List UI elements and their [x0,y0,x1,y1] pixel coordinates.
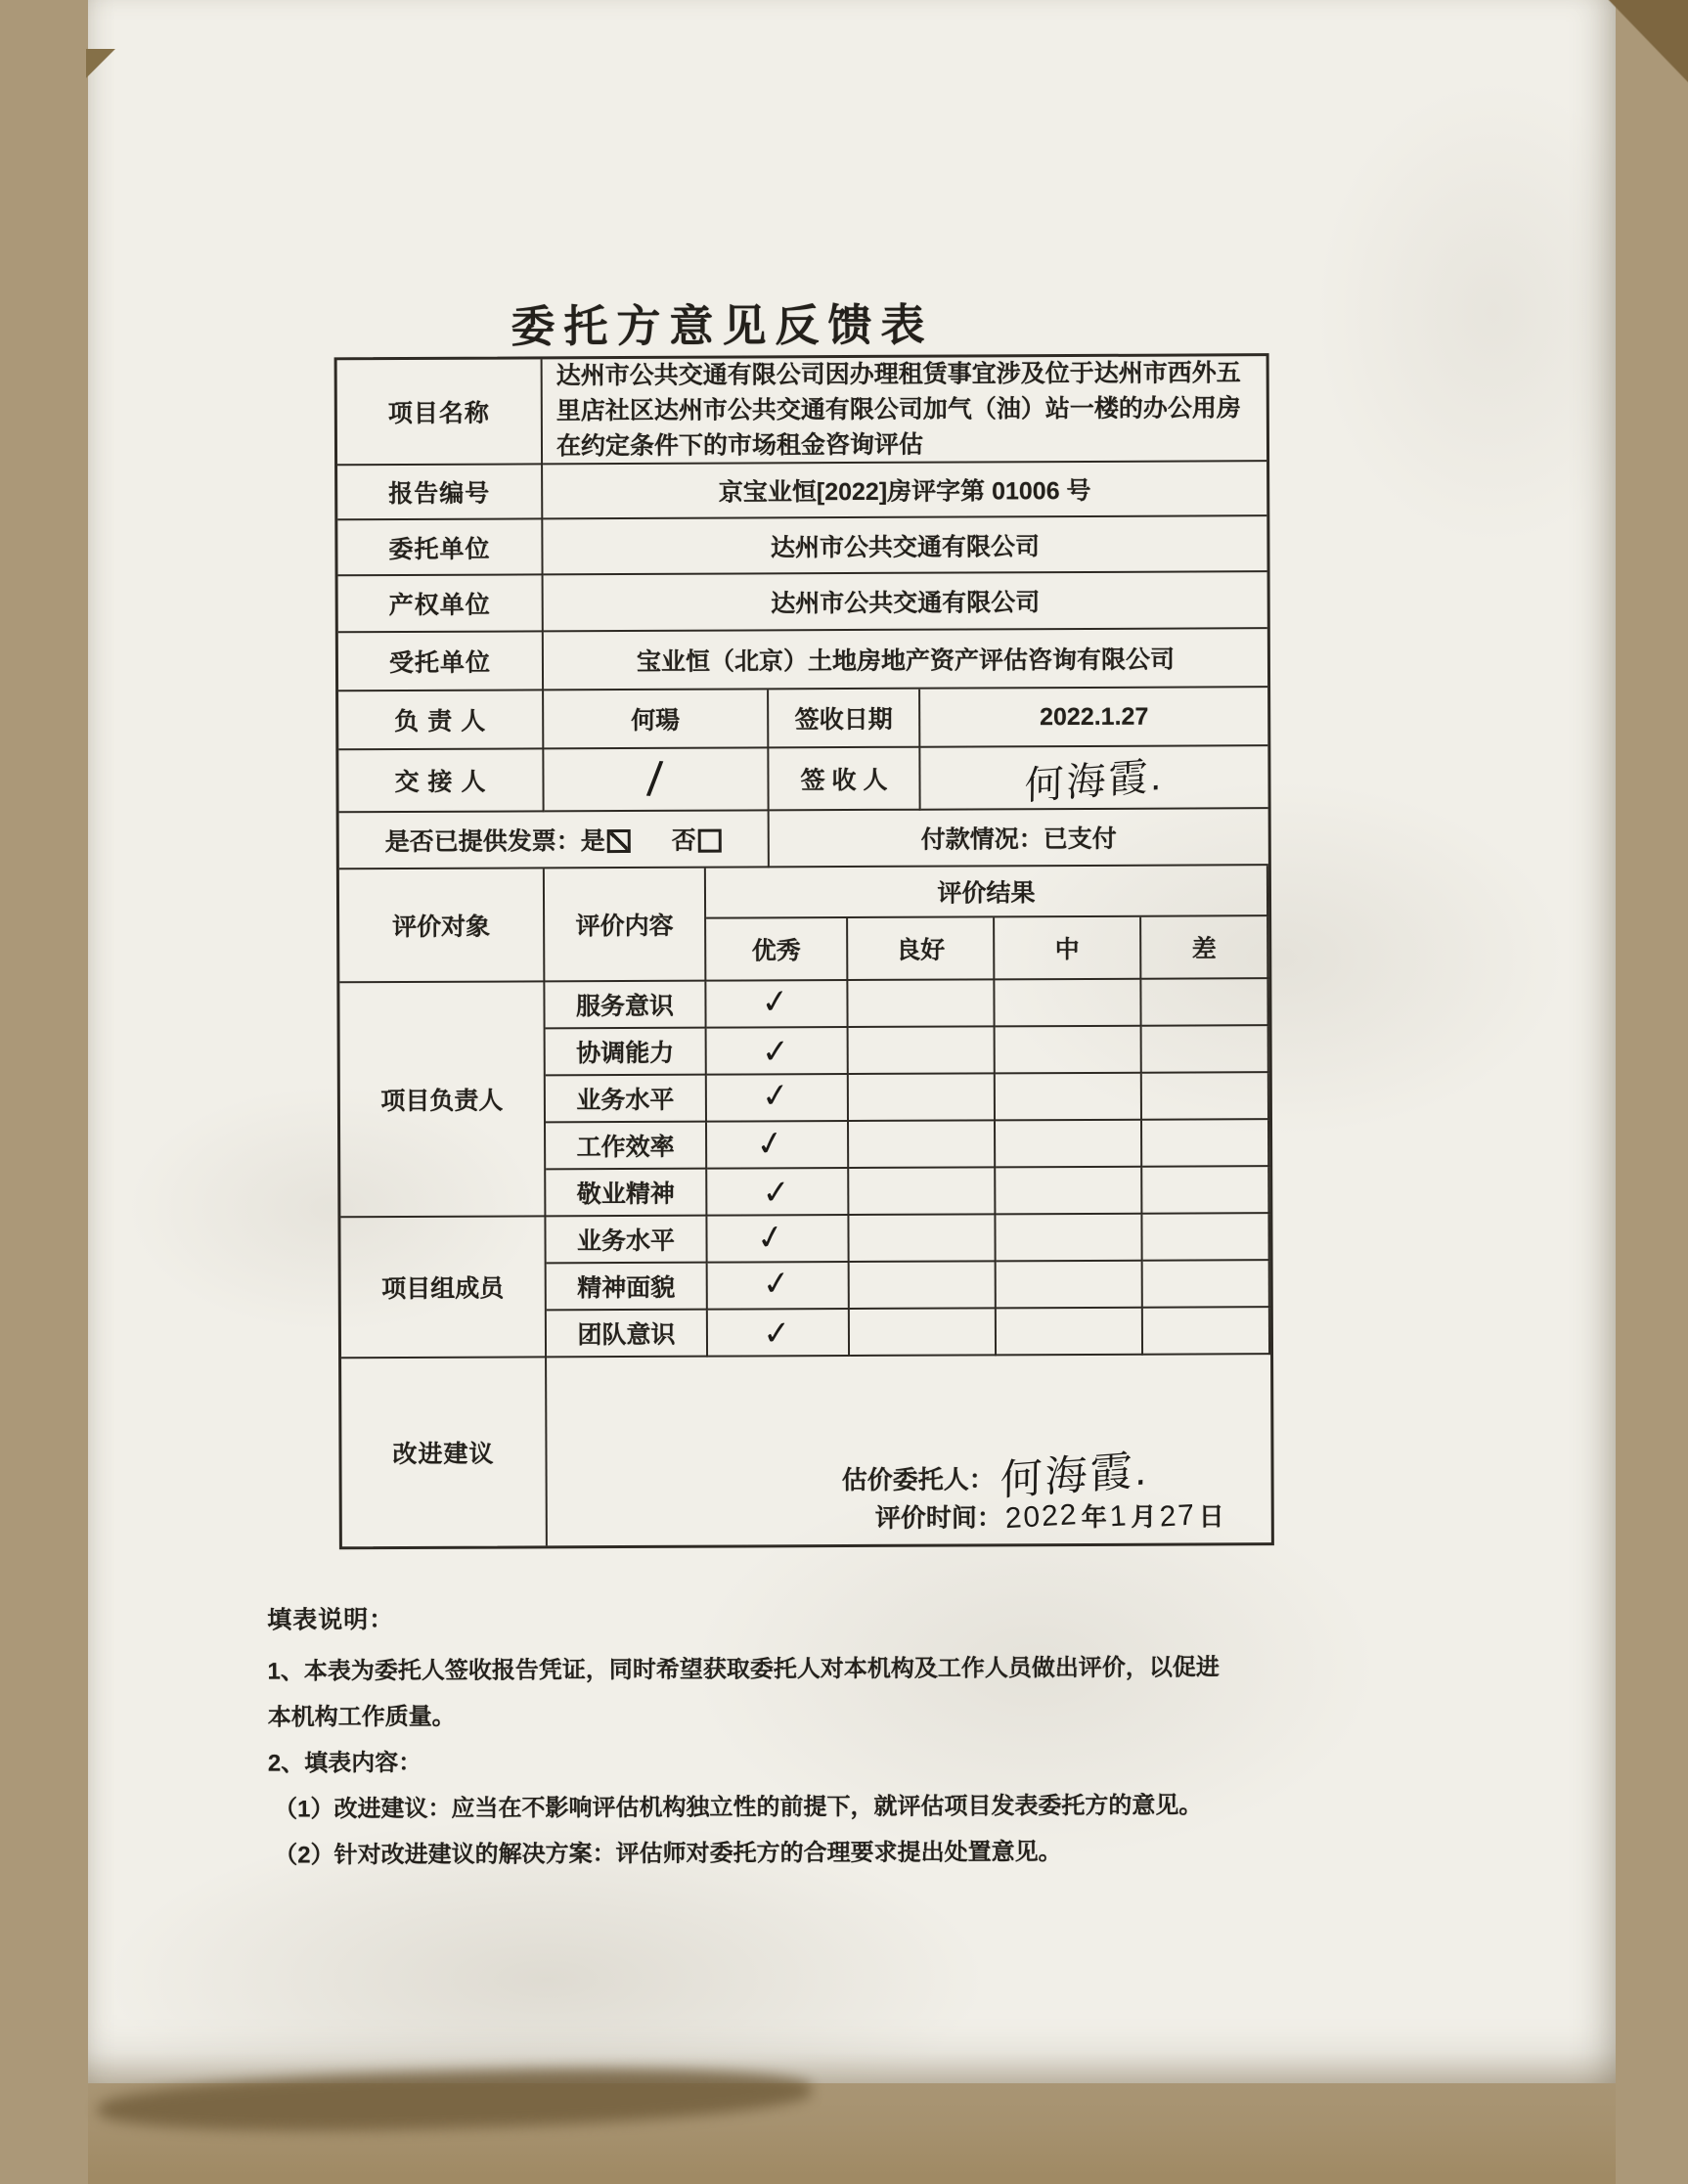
invoice-question-label: 是否已提供发票： [384,827,581,857]
sign-date-label: 签收日期 [769,690,920,749]
rating-item: 业务水平 [546,1217,707,1265]
rating-check-cell [706,981,848,1029]
table-row-invoice-payment [339,809,1268,869]
rating-empty-cell [997,1309,1143,1357]
note-line: 1、本表为委托人签收报告凭证，同时希望获取委托人对本机构及工作人员做出评价，以促进 [267,1654,1220,1685]
signature-block [841,1447,1224,1536]
table-row-receiver [338,746,1267,813]
invoice-no [672,822,722,857]
table-row-trustee-unit [338,629,1267,691]
suggestion-label: 改进建议 [341,1358,548,1546]
client-unit-label: 委托单位 [337,519,543,576]
handover-value [544,748,769,812]
checkmark: ✓ [759,981,794,1022]
rating-empty-cell [995,980,1141,1028]
rating-empty-cell [850,1262,997,1310]
rating-empty-cell [1142,1120,1269,1168]
evaluation-result-header: 评价结果 [706,866,1268,919]
month-char: 月 [1131,1501,1157,1532]
checkmark: ✓ [759,1075,795,1116]
rating-check-cell [707,1216,849,1264]
suggestion-value-cell [547,1355,1271,1545]
sign-date-value: 2022.1.27 [920,688,1267,748]
note-line: （2）针对改进建议的解决方案：评估师对委托方的合理要求提出处置意见。 [274,1839,1062,1869]
person-in-charge-value: 何瑒 [544,690,769,749]
rating-item: 团队意识 [547,1311,708,1359]
rating-check-cell [708,1310,850,1358]
evaluation-time-line [842,1496,1224,1535]
rating-empty-cell [1142,1073,1269,1121]
rating-item: 协调能力 [546,1029,707,1077]
page-title: 委托方意见反馈表 [511,299,934,352]
handwritten-month: 1 [1108,1499,1130,1534]
invoice-yes [581,822,631,857]
signer-label: 估价委托人： [841,1464,995,1495]
evaluation-object-header: 评价对象 [339,869,546,983]
rating-check-cell [707,1169,849,1217]
report-no-value: 京宝业恒[2022]房评字第 01006 号 [543,462,1266,519]
signer-line [841,1447,1224,1505]
day-char: 日 [1198,1501,1224,1532]
person-in-charge-label: 负 责 人 [338,691,544,750]
level-header-good: 良好 [848,917,995,981]
table-row-report-no [337,462,1266,520]
owner-unit-value: 达州市公共交通有限公司 [544,572,1267,632]
invoice-cell [339,811,770,869]
report-no-label: 报告编号 [337,465,543,520]
checkmark: ✓ [761,1314,795,1354]
checkmark: ✓ [760,1032,794,1072]
payment-value: 已支付 [1043,825,1117,854]
feedback-form-table [334,353,1274,1549]
rating-empty-cell [996,1027,1142,1075]
rating-empty-cell [996,1215,1142,1263]
rating-item: 精神面貌 [547,1264,708,1312]
rating-empty-cell [1141,979,1268,1027]
checkmark: ✓ [760,1263,795,1304]
rating-item: 服务意识 [545,982,706,1030]
rating-empty-cell [1142,1214,1269,1262]
year-char: 年 [1081,1501,1107,1532]
rating-item: 业务水平 [546,1076,707,1124]
handwritten-signature: 何海霞. [999,1447,1150,1505]
trustee-unit-label: 受托单位 [338,632,544,691]
owner-unit-label: 产权单位 [338,575,544,633]
evaluation-content-header: 评价内容 [545,869,707,983]
rating-empty-cell [1143,1308,1270,1356]
group-label-project-leader: 项目负责人 [339,982,546,1218]
checkmark: ✓ [752,1122,790,1165]
level-header-average: 中 [995,917,1141,981]
rating-matrix [339,979,1270,1359]
checkmark: ✓ [761,1173,794,1213]
level-header-poor: 差 [1141,916,1268,980]
payment-cell [770,809,1268,868]
payment-label: 付款情况： [920,825,1044,854]
rating-check-cell [707,1028,849,1076]
rating-empty-cell [1142,1167,1269,1215]
invoice-yes-checkbox-checked [607,829,631,853]
rating-empty-cell [996,1074,1142,1122]
handover-label: 交 接 人 [338,749,544,813]
handwritten-year: 2022 [1004,1498,1080,1536]
handwritten-slash: / [644,751,667,808]
rating-empty-cell [996,1121,1142,1169]
note-line: （1）改进建议：应当在不影响评估机构独立性的前提下，就评估项目发表委托方的意见。 [274,1792,1203,1823]
rating-empty-cell [849,1027,996,1075]
rating-item: 敬业精神 [546,1170,707,1218]
client-unit-value: 达州市公共交通有限公司 [543,516,1266,575]
rating-empty-cell [850,1309,997,1357]
invoice-no-checkbox-empty [698,829,722,853]
notes-heading: 填表说明： [267,1606,395,1634]
handwritten-signature: 何海霞. [1024,754,1165,808]
evaluation-header [339,866,1268,983]
invoice-yes-label: 是 [580,827,605,856]
note-line: 2、填表内容： [267,1749,422,1777]
evaluation-time-label: 评价时间： [874,1502,1002,1533]
trustee-unit-value: 宝业恒（北京）土地房地产资产评估咨询有限公司 [544,629,1267,691]
rating-check-cell [707,1075,849,1123]
rating-empty-cell [849,1168,996,1216]
rating-empty-cell [996,1168,1142,1216]
table-row-owner-unit [338,572,1267,633]
rating-empty-cell [849,1121,996,1169]
rating-check-cell [707,1122,849,1170]
rating-empty-cell [997,1262,1143,1310]
table-row-project [337,356,1266,466]
table-row-client-unit [337,516,1266,576]
rating-empty-cell [848,980,995,1028]
level-header-excellent: 优秀 [706,918,848,982]
rating-item: 工作效率 [546,1123,707,1171]
rating-empty-cell [849,1074,996,1122]
invoice-no-label: 否 [671,826,696,855]
project-name-label: 项目名称 [337,359,543,466]
project-name-value: 达州市公共交通有限公司因办理租赁事宜涉及位于达州市西外五里店社区达州市公共交通有限公司加气（油）站一楼的办公用房在约定条件下的市场租金咨询评估 [543,356,1266,465]
form-notes [267,1595,1510,1871]
rating-empty-cell [1143,1261,1270,1309]
rating-empty-cell [1142,1026,1269,1074]
handwritten-day: 27 [1158,1498,1197,1534]
rating-empty-cell [849,1215,996,1263]
receiver-label: 签 收 人 [769,748,920,812]
document-content [88,0,1623,1888]
receiver-signature [920,746,1267,811]
table-row-person-in-charge [338,688,1267,750]
group-label-project-team: 项目组成员 [340,1217,547,1359]
table-row-suggestion [341,1355,1271,1546]
note-line: 本机构工作质量。 [267,1703,456,1731]
checkmark: ✓ [753,1216,790,1259]
rating-check-cell [708,1263,850,1311]
